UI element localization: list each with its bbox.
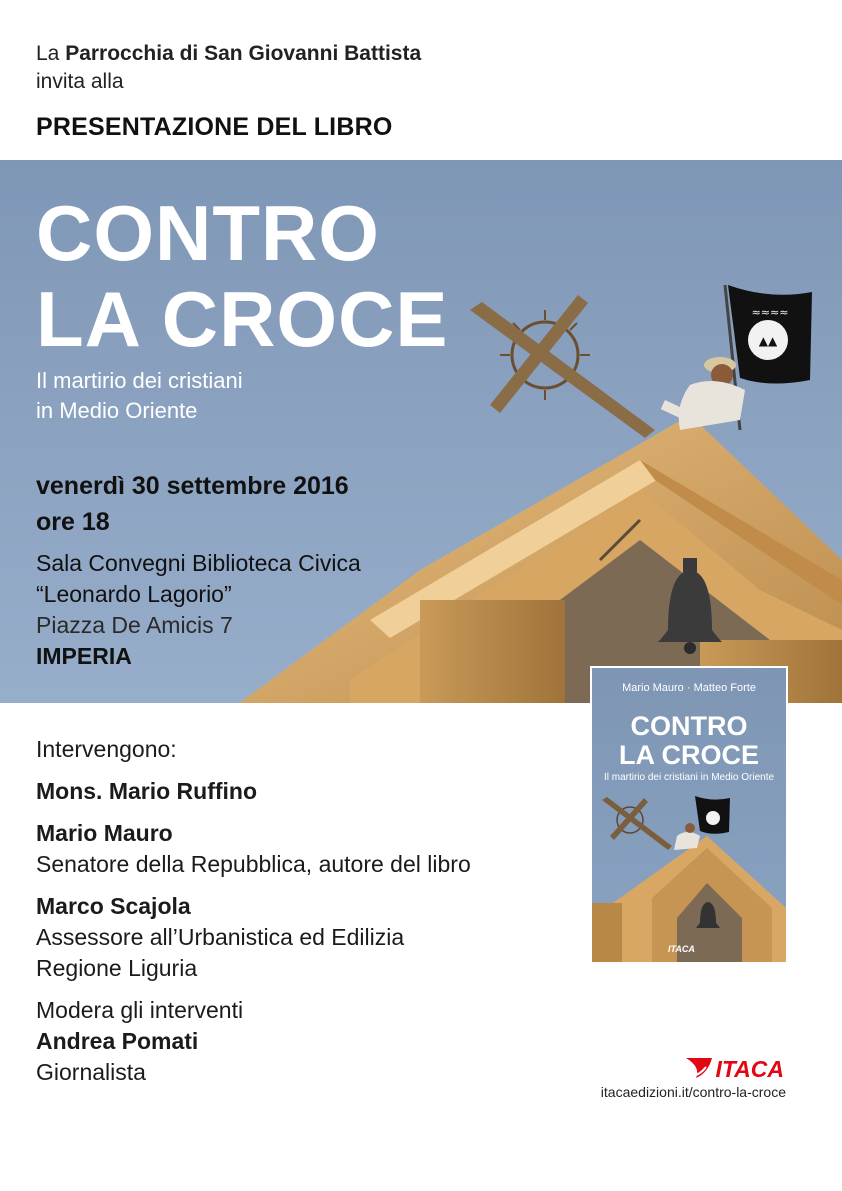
itaca-logo-text: ITACA bbox=[715, 1056, 784, 1081]
book-title-line2: LA CROCE bbox=[36, 275, 449, 363]
book-title bbox=[36, 190, 448, 362]
cover-publisher-logo: ITACA bbox=[668, 944, 695, 954]
moderator-name: Andrea Pomati bbox=[36, 1028, 199, 1054]
cover-subtitle: Il martirio dei cristiani in Medio Oriente bbox=[603, 772, 775, 783]
host-line bbox=[36, 40, 421, 68]
event-date: venerdì 30 settembre 2016 bbox=[36, 472, 349, 500]
event-type-heading: PRESENTAZIONE DEL LIBRO bbox=[36, 113, 393, 141]
intro-block bbox=[36, 40, 421, 96]
tower-column-left bbox=[420, 600, 565, 703]
venue-library: “Leonardo Lagorio” bbox=[36, 581, 232, 607]
book-subtitle bbox=[36, 366, 243, 426]
venue-city: IMPERIA bbox=[36, 643, 132, 669]
cover-authors: Mario Mauro · Matteo Forte bbox=[622, 682, 756, 694]
book-subtitle-line2: in Medio Oriente bbox=[36, 398, 198, 423]
host-name: Parrocchia di San Giovanni Battista bbox=[65, 42, 422, 65]
book-cover bbox=[590, 666, 788, 964]
moderator-role: Giornalista bbox=[36, 1059, 146, 1085]
speaker-name: Mario Mauro bbox=[36, 820, 173, 846]
svg-text:≈≈≈≈: ≈≈≈≈ bbox=[751, 306, 789, 319]
moderator-label: Modera gli interventi bbox=[36, 997, 244, 1023]
cover-title-line1: CONTRO bbox=[630, 711, 748, 741]
venue-address: Piazza De Amicis 7 bbox=[36, 612, 233, 638]
speaker-name: Marco Scajola bbox=[36, 893, 191, 919]
itaca-logo bbox=[686, 1055, 786, 1081]
invite-text: invita alla bbox=[36, 70, 124, 93]
venue-hall: Sala Convegni Biblioteca Civica bbox=[36, 550, 361, 576]
speakers-heading: Intervengono: bbox=[36, 736, 177, 762]
svg-text:▲▲: ▲▲ bbox=[758, 334, 778, 348]
book-subtitle-line1: Il martirio dei cristiani bbox=[36, 368, 243, 393]
intro-prefix: La bbox=[36, 42, 60, 65]
publisher-website[interactable]: itacaedizioni.it/contro-la-croce bbox=[600, 1084, 786, 1100]
cover-title-line2: LA CROCE bbox=[619, 740, 759, 770]
speakers-section bbox=[36, 734, 471, 1088]
speaker-role: Senatore della Repubblica, autore del libro bbox=[36, 851, 471, 877]
event-datetime bbox=[36, 468, 349, 540]
book-title-line1: CONTRO bbox=[36, 189, 380, 277]
person-figure bbox=[661, 357, 745, 430]
speaker-name: Mons. Mario Ruffino bbox=[36, 778, 258, 804]
speaker-role: Regione Liguria bbox=[36, 955, 198, 981]
cover-title bbox=[592, 712, 786, 770]
cross-icon bbox=[470, 295, 655, 438]
event-venue bbox=[36, 548, 361, 672]
speaker-role: Assessore all’Urbanistica ed Edilizia bbox=[36, 924, 405, 950]
event-time: ore 18 bbox=[36, 508, 110, 536]
